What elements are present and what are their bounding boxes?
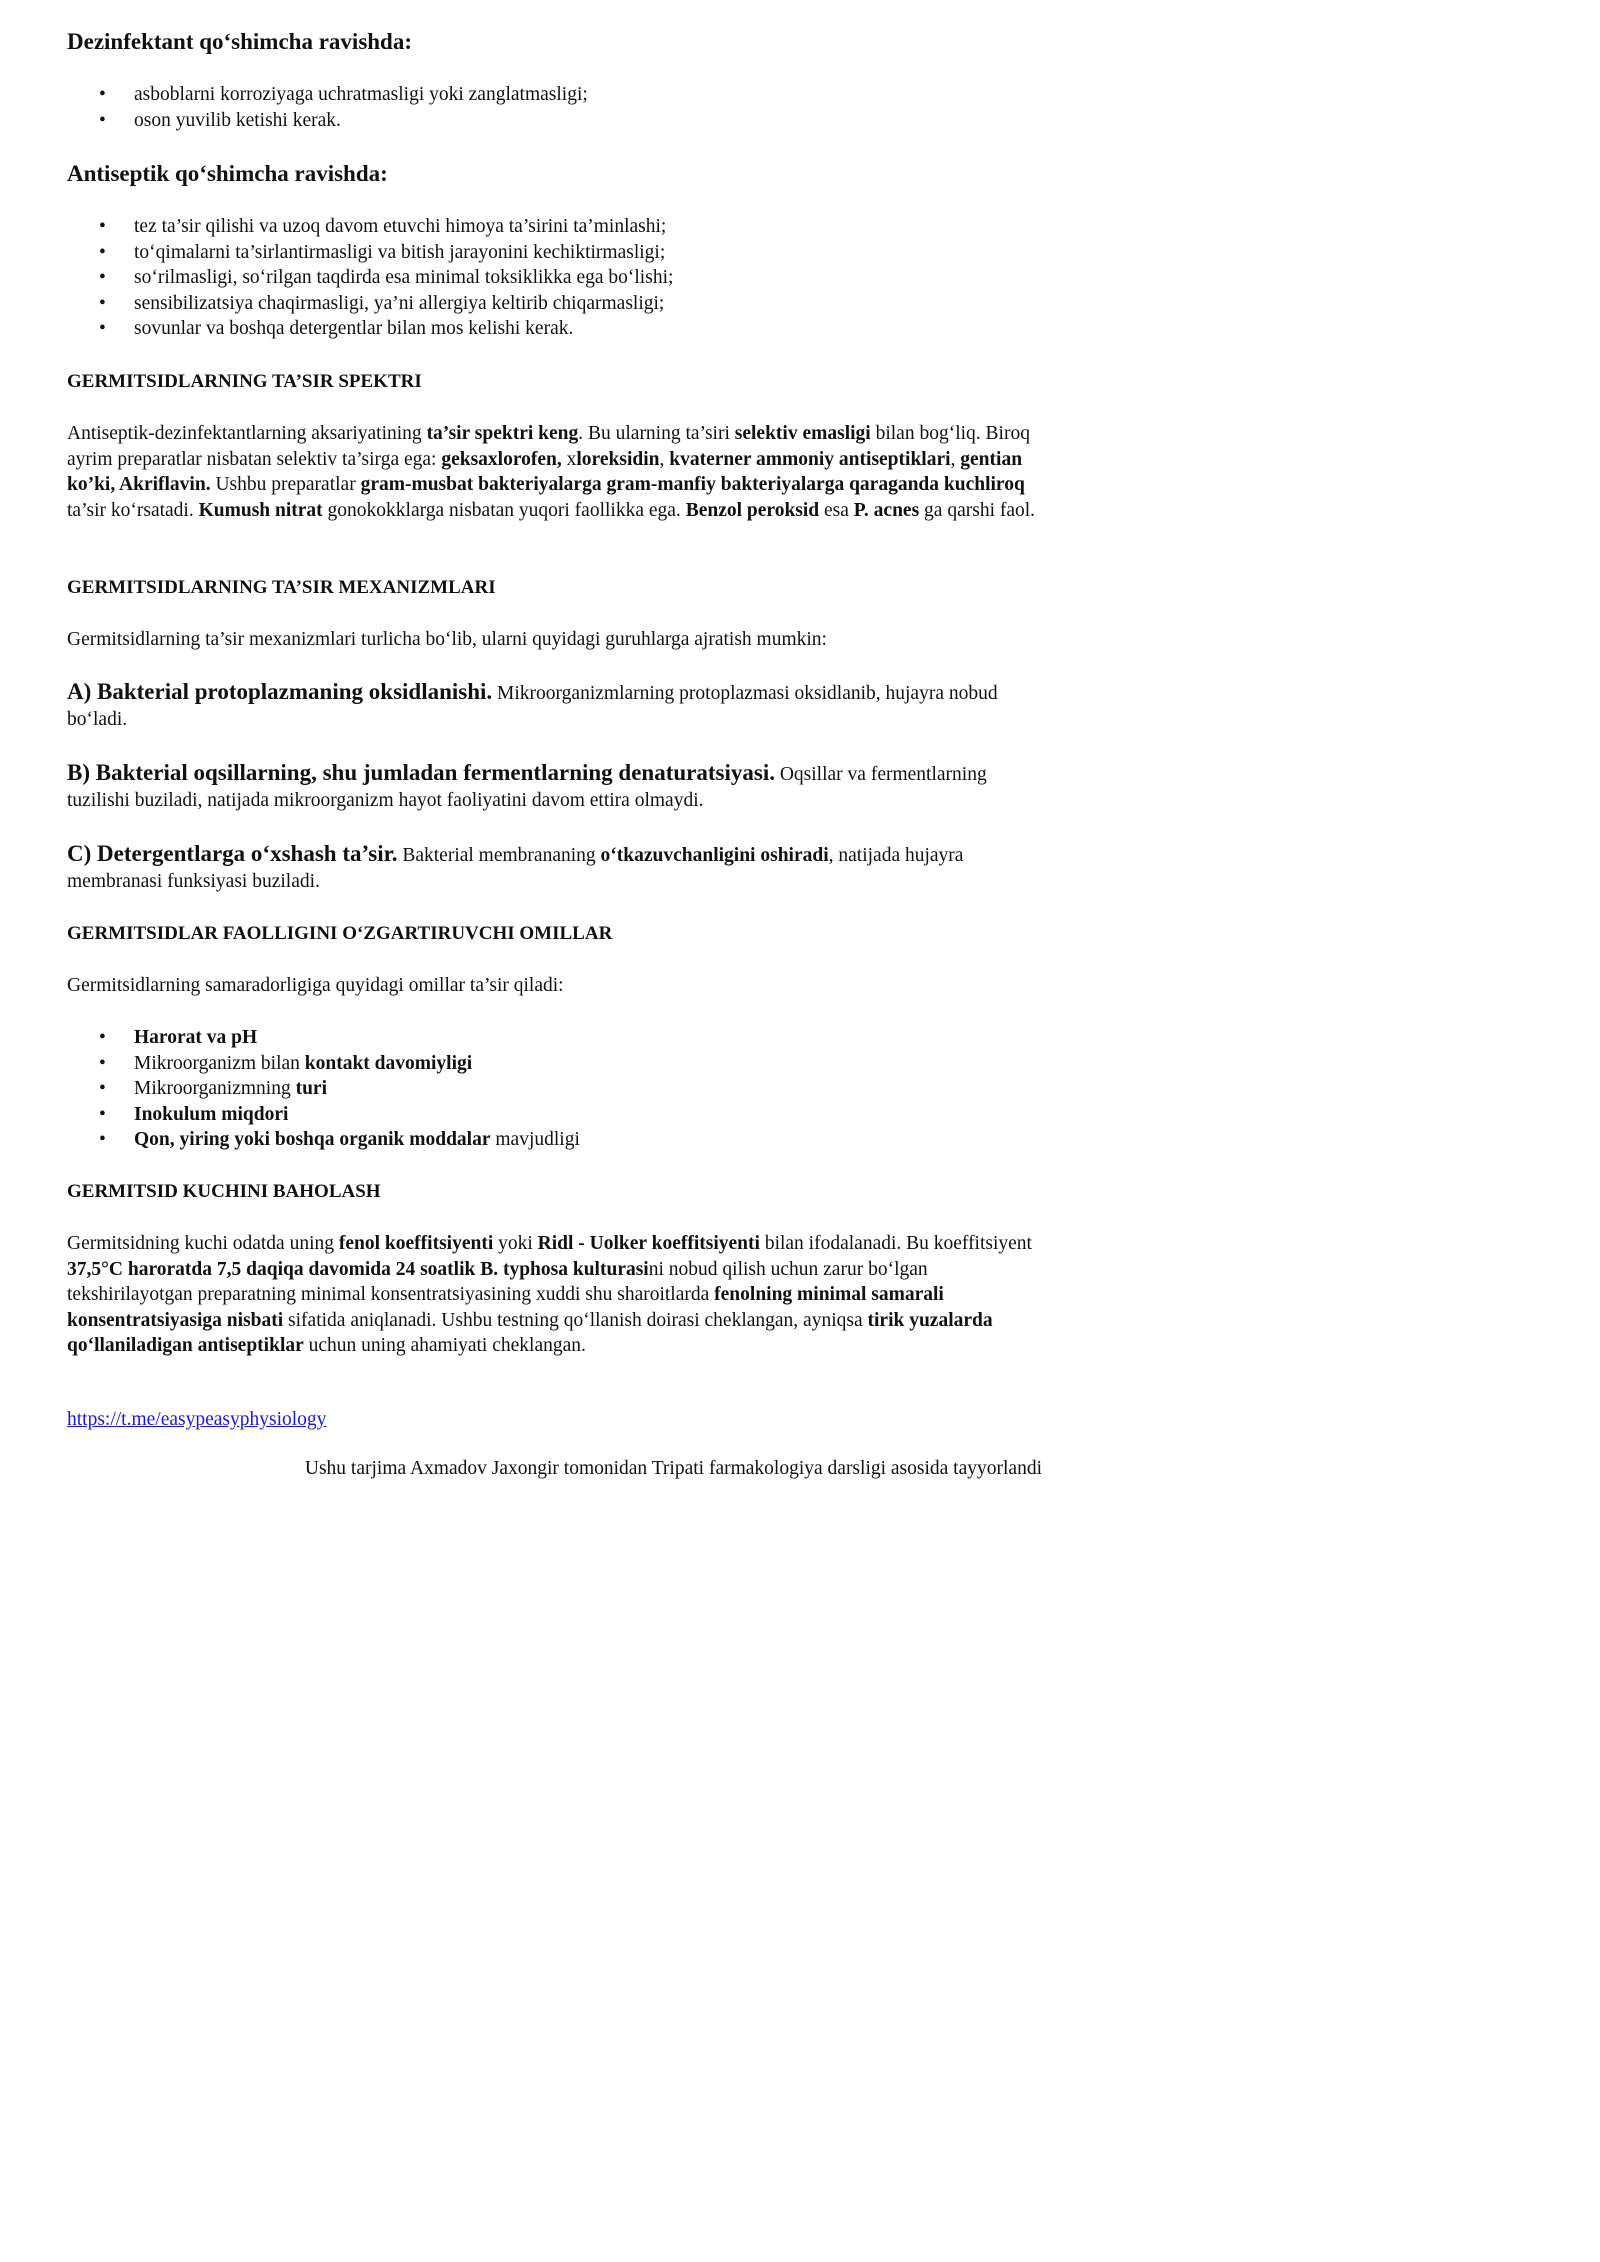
bullet-icon: • <box>99 1078 106 1100</box>
list-item: • oson yuvilib ketishi kerak. <box>67 108 588 134</box>
dezinfektant-heading: Dezinfektant qo‘shimcha ravishda: <box>67 29 413 54</box>
mexanizm-item-a: A) Bakterial protoplazmaning oksidlanishi. Mikroorganizmlarning protoplazmasi oksidlanib, hujayra nobud bo‘ladi. <box>67 679 998 730</box>
list-item: • Mikroorganizmning turi <box>67 1076 580 1102</box>
list-item: • tez ta’sir qilishi va uzoq davom etuvchi himoya ta’sirini ta’minlashi; <box>67 214 673 240</box>
list-item: • Harorat va pH <box>67 1025 580 1051</box>
bullet-icon: • <box>99 241 106 263</box>
antiseptik-heading: Antiseptik qo‘shimcha ravishda: <box>67 161 388 186</box>
dezinfektant-list <box>67 82 588 133</box>
mexanizm-heading: GERMITSIDLARNING TA’SIR MEXANIZMLARI <box>67 577 496 598</box>
bullet-icon: • <box>99 84 106 105</box>
list-item: • Mikroorganizm bilan kontakt davomiyligi <box>67 1051 580 1077</box>
mexanizm-item-b: B) Bakterial oqsillarning, shu jumladan fermentlarning denaturatsiyasi. Oqsillar va fermentlarning tuzilishi buziladi, natijada mikroorganizm hayot faoliyatini davom ettira olmaydi. <box>67 760 987 811</box>
antiseptik-list <box>67 214 673 342</box>
mexanizm-intro: Germitsidlarning ta’sir mexanizmlari turlicha bo‘lib, ularni quyidagi guruhlarga ajratish mumkin: <box>67 629 827 650</box>
bullet-icon: • <box>99 318 106 340</box>
omillar-list <box>67 1025 580 1153</box>
list-item: • sensibilizatsiya chaqirmasligi, ya’ni allergiya keltirib chiqarmasligi; <box>67 291 673 317</box>
list-item: • Qon, yiring yoki boshqa organik moddalar mavjudligi <box>67 1127 580 1153</box>
list-item: • sovunlar va boshqa detergentlar bilan mos kelishi kerak. <box>67 316 673 342</box>
bullet-icon: • <box>99 267 106 289</box>
omillar-heading: GERMITSIDLAR FAOLLIGINI O‘ZGARTIRUVCHI OMILLAR <box>67 923 613 944</box>
bullet-icon: • <box>99 109 106 131</box>
mexanizm-item-c: C) Detergentlarga o‘xshash ta’sir. Bakterial membrananing o‘tkazuvchanligini oshiradi, natijada hujayra membranasi funksiyasi buziladi. <box>67 841 964 892</box>
bullet-icon: • <box>99 292 106 314</box>
bullet-icon: • <box>99 216 106 237</box>
bullet-icon: • <box>99 1129 106 1151</box>
list-item: • Inokulum miqdori <box>67 1102 580 1128</box>
list-item: • asboblarni korroziyaga uchratmasligi yoki zanglatmasligi; <box>67 82 588 108</box>
spektr-heading: GERMITSIDLARNING TA’SIR SPEKTRI <box>67 371 422 392</box>
spektr-paragraph: Antiseptik-dezinfektantlarning aksariyatining ta’sir spektri keng. Bu ularning ta’siri selektiv emasligi bilan bog‘liq. Biroq ayrim preparatlar nisbatan selektiv ta’sirga ega: geksaxlorofen, xloreksidin, kvaterner ammoniy antiseptiklari, gentian ko’ki, Akriflavin. Ushbu preparatlar gram-musbat bakteriyalarga gram-manfiy bakteriyalarga qaraganda kuchliroq ta’sir ko‘rsatadi. Kumush nitrat gonokokklarga nisbatan yuqori faollikka ega. Benzol peroksid esa P. acnes ga qarshi faol. <box>67 423 1036 521</box>
kuch-paragraph: Germitsidning kuchi odatda uning fenol koeffitsiyenti yoki Ridl - Uolker koeffitsiyenti bilan ifodalanadi. Bu koeffitsiyent 37,5°C haroratda 7,5 daqiqa davomida 24 soatlik B. typhosa kulturasini nobud qilish uchun zarur bo‘lgan tekshirilayotgan preparatning minimal konsentratsiyasining xuddi shu sharoitlarda fenolning minimal samarali konsentratsiyasiga nisbati sifatida aniqlanadi. Ushbu testning qo‘llanish doirasi cheklangan, ayniqsa tirik yuzalarda qo‘llaniladigan antiseptiklar uchun uning ahamiyati cheklangan. <box>67 1233 1032 1357</box>
bullet-icon: • <box>99 1103 106 1125</box>
kuch-heading: GERMITSID KUCHINI BAHOLASH <box>67 1181 381 1202</box>
omillar-intro: Germitsidlarning samaradorligiga quyidagi omillar ta’sir qiladi: <box>67 975 564 996</box>
telegram-link[interactable]: https://t.me/easypeasyphysiology <box>67 1409 327 1430</box>
list-item: • to‘qimalarni ta’sirlantirmasligi va bitish jarayonini kechiktirmasligi; <box>67 240 673 266</box>
bullet-icon: • <box>99 1052 106 1074</box>
bullet-icon: • <box>99 1027 106 1048</box>
list-item: • so‘rilmasligi, so‘rilgan taqdirda esa minimal toksiklikka ega bo‘lishi; <box>67 265 673 291</box>
footer-credit: Ushu tarjima Axmadov Jaxongir tomonidan Tripati farmakologiya darsligi asosida tayyorlandi <box>304 1458 1042 1479</box>
